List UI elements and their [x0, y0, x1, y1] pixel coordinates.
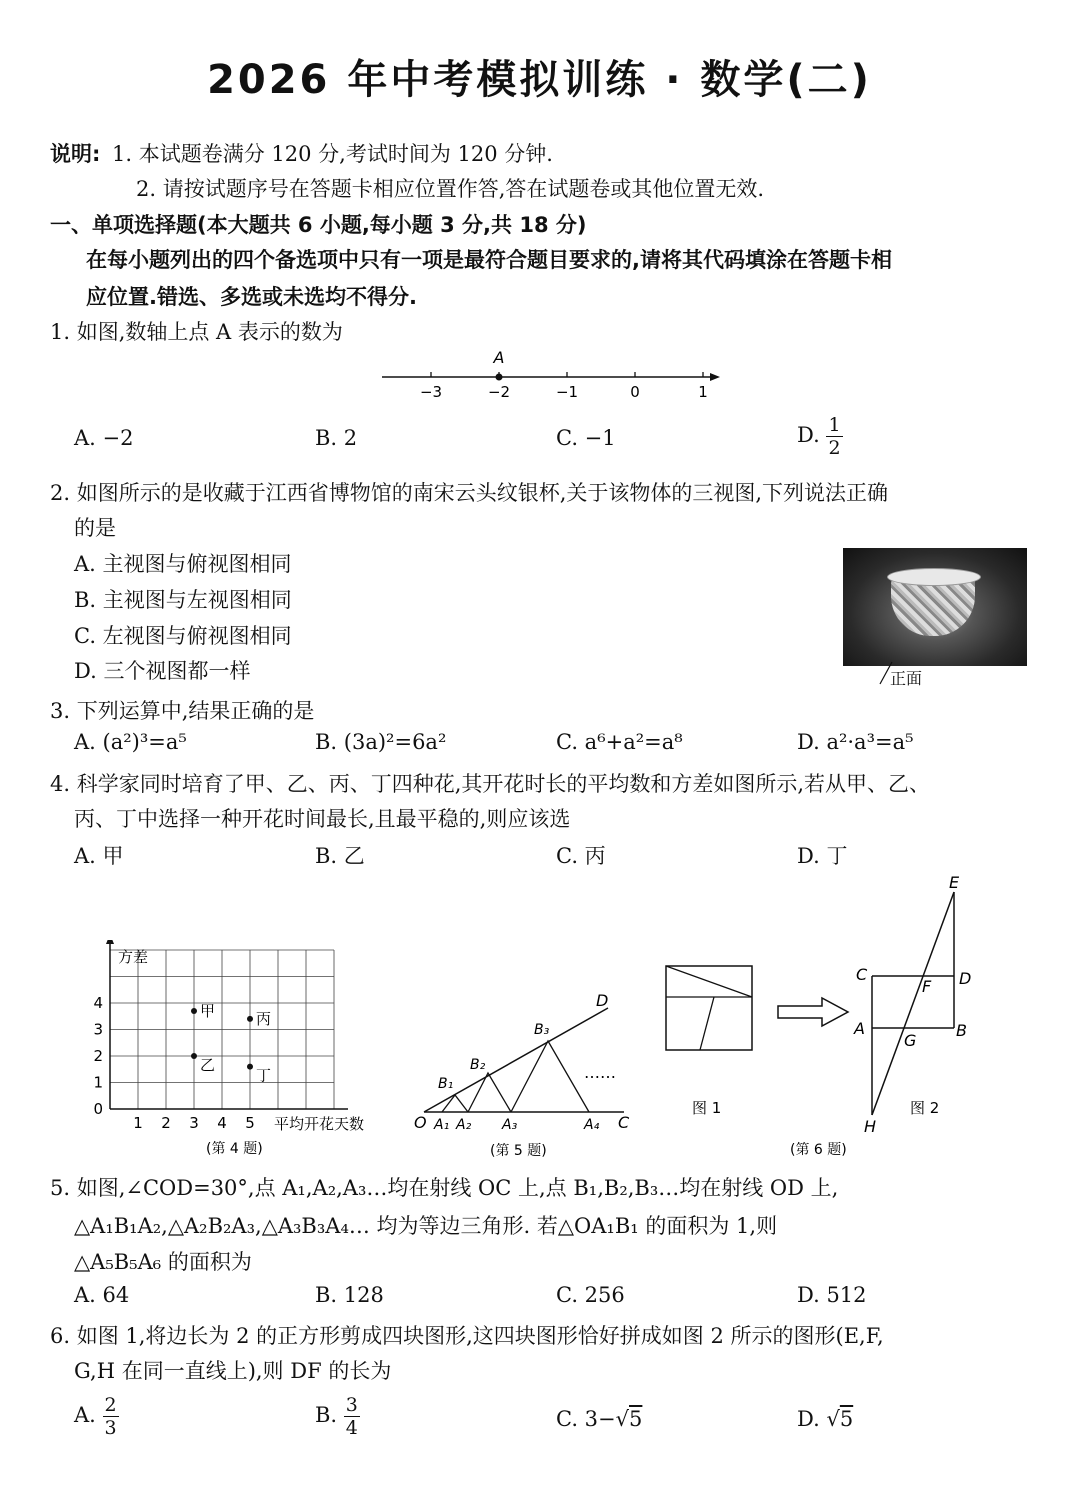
point-a-label: A — [493, 348, 505, 367]
chart-y-arrow — [106, 940, 114, 944]
q3-option-d[interactable]: D. a²·a³=a⁵ — [797, 730, 914, 754]
q6-figure-caption: (第 6 题) — [790, 1142, 847, 1158]
q4-option-c[interactable]: C. 丙 — [556, 844, 606, 868]
q4-option-d[interactable]: D. 丁 — [797, 844, 848, 868]
silver-cup-photo — [843, 548, 1027, 666]
q6-stem-2: G,H 在同一直线上),则 DF 的长为 — [74, 1359, 392, 1383]
q5-stem-2: △A₁B₁A₂,△A₂B₂A₃,△A₃B₃A₄… 均为等边三角形. 若△OA₁B₁ 的面积为 1,则 — [74, 1214, 778, 1238]
number-line-tick-label: −2 — [487, 383, 511, 401]
number-line-tick-label: 0 — [630, 383, 640, 401]
chart-y-tick: 4 — [93, 994, 103, 1012]
q5-option-b[interactable]: B. 128 — [315, 1283, 384, 1307]
fig2-label-a: A — [854, 1019, 865, 1038]
chart-caption: (第 4 题) — [206, 1141, 263, 1157]
number-line-tick-label: −3 — [419, 383, 443, 401]
q6-stem-1: 6. 如图 1,将边长为 2 的正方形剪成四块图形,这四块图形恰好拼成如图 2 所示的图形(E,F, — [50, 1324, 884, 1348]
q6-figure — [656, 870, 986, 1162]
q3-stem: 3. 下列运算中,结果正确的是 — [50, 699, 315, 723]
triangle-1 — [442, 1095, 468, 1112]
label-d: D — [596, 991, 609, 1010]
q4-stem-1: 4. 科学家同时培育了甲、乙、丙、丁四种花,其开花时长的平均数和方差如图所示,若从甲、乙、 — [50, 772, 931, 796]
q5-figure — [412, 985, 652, 1163]
q2-option-d[interactable]: D. 三个视图都一样 — [74, 659, 251, 683]
cup-rim — [887, 568, 981, 586]
chart-point-label: 丁 — [256, 1066, 272, 1085]
label-dots: …… — [584, 1063, 616, 1082]
q6-a-num: 2 — [104, 1394, 117, 1416]
fig2-label: 图 2 — [910, 1099, 940, 1117]
fig1-cut-1 — [666, 966, 752, 997]
q6-option-a-fraction — [103, 1394, 119, 1439]
q6-option-d[interactable] — [797, 1407, 853, 1431]
q6-option-a[interactable] — [74, 1394, 119, 1439]
q1-option-b[interactable]: B. 2 — [315, 426, 358, 450]
q6-option-c-radicand: 5 — [629, 1407, 643, 1431]
label-a1: A₁ — [434, 1117, 450, 1133]
q5-figure-caption: (第 5 题) — [490, 1143, 547, 1159]
chart-point-label: 乙 — [200, 1056, 216, 1074]
label-b3: B₃ — [534, 1022, 550, 1038]
fig2-label-h: H — [864, 1117, 877, 1136]
q4-option-a[interactable]: A. 甲 — [74, 844, 124, 868]
q6-option-b[interactable] — [315, 1394, 360, 1439]
label-a3: A₃ — [502, 1117, 518, 1133]
q6-option-c-prefix: C. 3−√ — [556, 1407, 630, 1431]
page-title: 2026 年中考模拟训练 · 数学(二) — [207, 57, 872, 103]
arrow-icon — [778, 998, 848, 1026]
photo-front-label: 正面 — [890, 669, 923, 688]
fig2-label-e: E — [949, 873, 960, 892]
q6-option-d-radicand: 5 — [839, 1407, 854, 1431]
fig2-label-b: B — [956, 1021, 967, 1040]
q2-option-b[interactable]: B. 主视图与左视图相同 — [74, 588, 292, 612]
point-a-marker — [496, 374, 503, 381]
instruction-line-1: 1. 本试题卷满分 120 分,考试时间为 120 分钟. — [112, 142, 553, 166]
chart-x-tick: 1 — [133, 1114, 143, 1132]
q6-b-num: 3 — [345, 1394, 358, 1416]
section-heading: 一、单项选择题(本大题共 6 小题,每小题 3 分,共 18 分) — [50, 213, 587, 237]
chart-point — [191, 1008, 197, 1014]
q5-stem-1: 5. 如图,∠COD=30°,点 A₁,A₂,A₃…均在射线 OC 上,点 B₁,B₂,B₃…均在射线 OD 上, — [50, 1176, 839, 1200]
chart-x-tick: 3 — [189, 1114, 199, 1132]
chart-x-label: 平均开花天数 — [274, 1115, 365, 1133]
chart-point-label: 丙 — [256, 1009, 272, 1028]
section-desc-2: 应位置.错选、多选或未选均不得分. — [86, 285, 417, 309]
chart-point — [247, 1064, 253, 1070]
q2-stem-2: 的是 — [74, 516, 116, 540]
q1-stem: 1. 如图,数轴上点 A 表示的数为 — [50, 320, 343, 344]
label-b1: B₁ — [438, 1076, 454, 1092]
q1-option-a[interactable]: A. −2 — [74, 426, 134, 450]
q1-option-d-fraction — [826, 414, 842, 459]
instruction-line-2: 2. 请按试题序号在答题卡相应位置作答,答在试题卷或其他位置无效. — [136, 177, 765, 201]
number-line-tick-label: 1 — [698, 383, 708, 401]
section-desc-1: 在每小题列出的四个备选项中只有一项是最符合题目要求的,请将其代码填涂在答题卡相 — [86, 248, 892, 272]
fig1-label: 图 1 — [692, 1099, 722, 1117]
chart-y-tick: 3 — [93, 1020, 103, 1039]
triangle-2 — [468, 1073, 511, 1112]
q5-option-d[interactable]: D. 512 — [797, 1283, 867, 1307]
chart-x-tick: 5 — [245, 1114, 255, 1132]
q6-option-a-prefix: A. — [74, 1403, 96, 1427]
chart-y-tick: 1 — [93, 1073, 103, 1092]
chart-x-tick: 4 — [217, 1114, 227, 1132]
q6-b-den: 4 — [345, 1417, 358, 1439]
label-a4: A₄ — [584, 1117, 600, 1133]
label-o: O — [414, 1113, 427, 1132]
chart-y-label: 方差 — [118, 948, 149, 966]
q1-option-d-prefix: D. — [797, 423, 820, 447]
q6-option-d-prefix: D. √ — [797, 1407, 840, 1431]
instructions-label: 说明: — [50, 142, 101, 166]
q6-a-den: 3 — [104, 1417, 117, 1439]
q4-scatter-chart — [88, 940, 408, 1162]
q5-option-a[interactable]: A. 64 — [74, 1283, 130, 1307]
triangle-3 — [511, 1041, 589, 1112]
q2-stem-1: 2. 如图所示的是收藏于江西省博物馆的南宋云头纹银杯,关于该物体的三视图,下列说法正确 — [50, 481, 889, 505]
q4-option-b[interactable]: B. 乙 — [315, 844, 365, 868]
q2-option-a[interactable]: A. 主视图与俯视图相同 — [74, 552, 292, 576]
q3-option-a[interactable]: A. (a²)³=a⁵ — [74, 730, 187, 754]
chart-y-tick: 0 — [93, 1100, 103, 1118]
q6-option-b-fraction — [344, 1394, 360, 1439]
fig2-label-d: D — [959, 969, 972, 988]
q1-frac-den: 2 — [828, 437, 841, 459]
label-b2: B₂ — [470, 1057, 486, 1073]
fig2-line-eh — [872, 892, 954, 1115]
number-line-tick-label: −1 — [555, 383, 579, 401]
q6-option-b-prefix: B. — [315, 1403, 338, 1427]
q5-stem-3: △A₅B₅A₆ 的面积为 — [74, 1250, 252, 1274]
q4-stem-2: 丙、丁中选择一种开花时间最长,且最平稳的,则应该选 — [74, 807, 571, 831]
q1-frac-num: 1 — [828, 414, 841, 436]
chart-point — [191, 1053, 197, 1059]
chart-y-tick: 2 — [93, 1047, 103, 1065]
fig1-square — [666, 966, 752, 1050]
chart-point — [247, 1016, 253, 1022]
fig2-label-g: G — [904, 1031, 917, 1050]
fig2-label-f: F — [922, 977, 932, 996]
label-c: C — [618, 1113, 630, 1132]
chart-point-label: 甲 — [200, 1001, 216, 1020]
q5-option-c[interactable]: C. 256 — [556, 1283, 625, 1307]
q2-option-c[interactable]: C. 左视图与俯视图相同 — [74, 624, 292, 648]
q6-option-c[interactable] — [556, 1407, 642, 1431]
fig2-label-c: C — [856, 965, 868, 984]
q1-option-d[interactable] — [797, 414, 843, 459]
label-a2: A₂ — [456, 1117, 472, 1133]
number-line — [370, 344, 730, 404]
q1-option-c[interactable]: C. −1 — [556, 426, 616, 450]
chart-x-tick: 2 — [161, 1114, 171, 1132]
q3-option-c[interactable]: C. a⁶+a²=a⁸ — [556, 730, 683, 754]
q3-option-b[interactable]: B. (3a)²=6a² — [315, 730, 447, 754]
fig1-cut-3 — [700, 997, 714, 1050]
